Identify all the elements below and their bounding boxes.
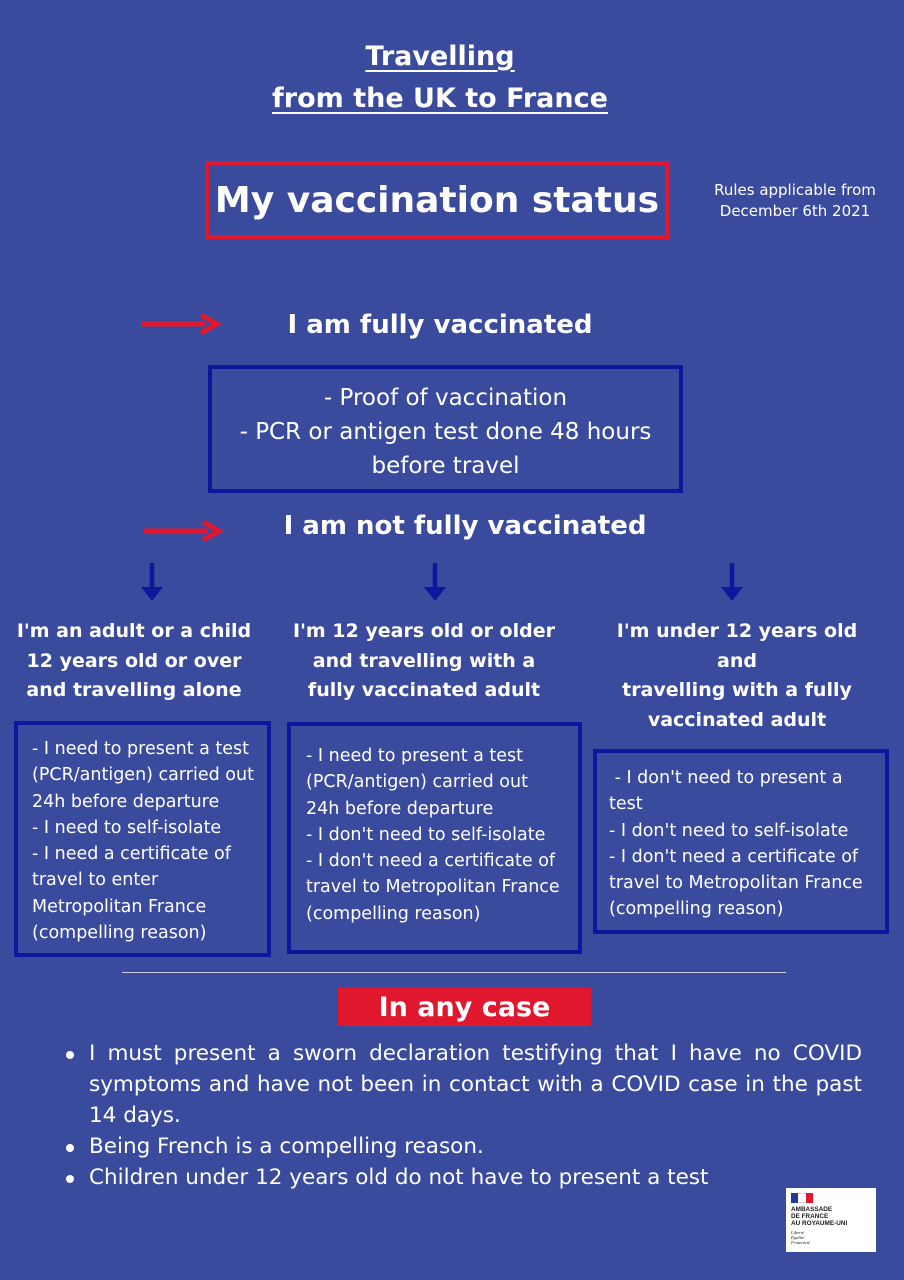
case-line: - I don't need to self-isolate: [306, 824, 546, 845]
column-heading-line: and travelling with a: [312, 649, 536, 672]
column-heading-under-12-with-adult: [597, 617, 877, 735]
column-heading-line: I'm 12 years old or older: [293, 620, 555, 642]
requirement-line: before travel: [371, 453, 520, 479]
case-line: Metropolitan France: [32, 896, 207, 917]
case-line: (compelling reason): [306, 903, 481, 924]
case-box-under-12-with-adult: [593, 749, 889, 934]
logo-motto-line: Liberté: [791, 1229, 805, 1235]
case-line: - I don't need to present a: [609, 768, 843, 788]
case-line: - I don't need a certificate of: [609, 846, 859, 867]
case-line: (PCR/antigen) carried out: [32, 765, 254, 786]
case-line: test: [609, 794, 643, 815]
case-box-12-plus-with-adult: [287, 722, 582, 954]
case-box-adult-alone: [14, 721, 271, 957]
case-line: travel to Metropolitan France: [609, 873, 863, 894]
case-line: (compelling reason): [609, 899, 784, 920]
arrow-down-icon: [422, 563, 448, 603]
logo-motto-line: Égalité: [791, 1234, 805, 1240]
logo-line-3: AU ROYAUME-UNI: [791, 1220, 848, 1228]
arrow-right-icon: [141, 312, 225, 336]
list-item: I must present a sworn declaration testifying that I have no COVID symptoms and have not been in contact with a COVID case in the past 14 days.: [62, 1038, 862, 1131]
logo-line-1: AMBASSADE: [791, 1206, 833, 1213]
in-any-case-label: In any case: [378, 991, 551, 1023]
requirement-line: - Proof of vaccination: [323, 385, 568, 411]
case-line: travel to enter: [32, 870, 159, 891]
fully-vaccinated-requirements-box: [208, 365, 683, 493]
in-any-case-list: [62, 1038, 862, 1193]
case-line: - I don't need a certificate of: [306, 851, 556, 872]
logo-motto: [791, 1230, 872, 1246]
column-heading-line: I'm under 12 years old and: [616, 620, 858, 672]
column-heading-line: 12 years old or over: [26, 649, 242, 672]
arrow-down-icon: [139, 563, 165, 603]
column-heading-line: fully vaccinated adult: [307, 679, 541, 701]
fully-vaccinated-heading: I am fully vaccinated: [287, 310, 593, 340]
case-line: - I need to present a test: [32, 739, 250, 759]
arrow-right-icon: [143, 519, 227, 543]
column-heading-12-plus-with-adult: [284, 617, 564, 706]
arrow-down-icon: [719, 563, 745, 603]
column-heading-line: I'm an adult or a child: [16, 620, 252, 642]
rules-note-line-1: Rules applicable from: [714, 181, 876, 199]
case-line: (compelling reason): [32, 923, 207, 944]
case-line: - I need to present a test: [306, 746, 524, 766]
rules-note: [700, 180, 890, 222]
requirement-line: - PCR or antigen test done 48 hours: [239, 419, 652, 445]
case-line: travel to Metropolitan France: [306, 877, 560, 898]
list-item: Being French is a compelling reason.: [62, 1131, 862, 1162]
vaccination-status-title: My vaccination status: [214, 179, 660, 221]
column-heading-line: and travelling alone: [26, 679, 242, 701]
case-line: - I need a certificate of: [32, 844, 231, 865]
case-line: (PCR/antigen) carried out: [306, 772, 528, 793]
section-divider: [122, 972, 786, 973]
list-item: Children under 12 years old do not have to present a test: [62, 1162, 862, 1193]
column-heading-line: travelling with a fully: [622, 679, 852, 701]
page-title-line-2: from the UK to France: [272, 83, 608, 114]
case-line: - I don't need to self-isolate: [609, 820, 849, 841]
french-flag-icon: [791, 1193, 813, 1203]
vaccination-status-box: [205, 161, 669, 239]
page-title-line-1: Travelling: [365, 41, 515, 72]
rules-note-line-2: December 6th 2021: [719, 202, 871, 220]
case-line: 24h before departure: [306, 798, 494, 819]
in-any-case-banner: [338, 988, 591, 1026]
case-line: - I need to self-isolate: [32, 817, 222, 838]
logo-line-2: DE FRANCE: [791, 1213, 829, 1221]
column-heading-line: vaccinated adult: [647, 708, 827, 731]
case-line: 24h before departure: [32, 791, 220, 812]
embassy-logo: [786, 1188, 876, 1252]
column-heading-adult-alone: [0, 617, 274, 706]
not-fully-vaccinated-heading: I am not fully vaccinated: [283, 511, 647, 541]
logo-motto-line: Fraternité: [791, 1240, 810, 1246]
